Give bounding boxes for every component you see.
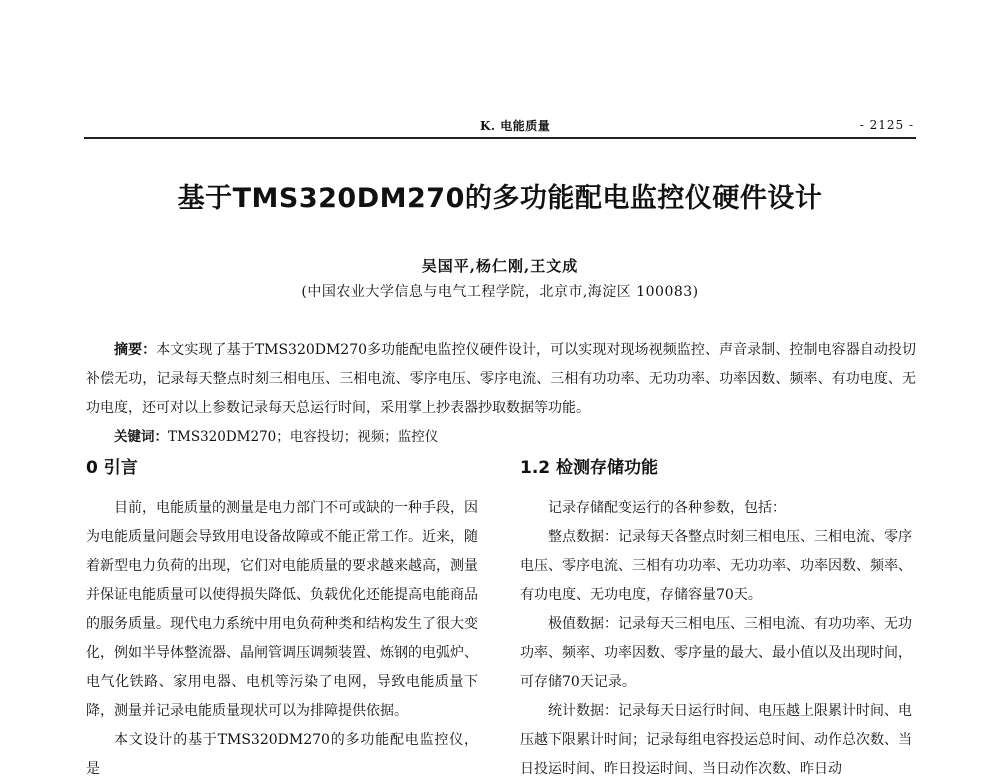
paragraph: 极值数据：记录每天三相电压、三相电流、有功功率、无功功率、频率、功率因数、零序量的最大、最小值以及出现时间，可存储70天记录。 [520, 616, 912, 690]
right-column [520, 454, 912, 784]
section-heading-storage: 1.2 检测存储功能 [520, 458, 659, 478]
paragraph: 整点数据：记录每天各整点时刻三相电压、三相电流、零序电压、零序电流、三相有功功率、无功功率、功率因数、频率、有功电度、无功电度，存储容量70天。 [520, 529, 912, 603]
keywords [114, 423, 914, 452]
paper-title: 基于TMS320DM270的多功能配电监控仪硬件设计 [177, 183, 823, 214]
page-number: - 2125 - [859, 118, 914, 132]
section-heading-introduction: 0 引言 [86, 458, 138, 478]
affiliation: (中国农业大学信息与电气工程学院，北京市,海淀区 100083) [301, 284, 699, 300]
authors: 吴国平,杨仁刚,王文成 [421, 257, 579, 275]
paragraph: 统计数据：记录每天日运行时间、电压越上限累计时间、电压越下限累计时间；记录每组电容投运总时间、动作总次数、当日投运时间、昨日投运时间、当日动作次数、昨日动 [520, 703, 912, 777]
abstract [86, 336, 916, 423]
left-column [86, 454, 478, 784]
header-rule [84, 137, 916, 139]
paragraph: 目前，电能质量的测量是电力部门不可或缺的一种手段，因为电能质量问题会导致用电设备故障或不能正常工作。近来，随着新型电力负荷的出现，它们对电能质量的要求越来越高，测量并保证电能质量可以使得损失降低、负载优化还能提高电能商品的服务质量。现代电力系统中用电负荷种类和结构发生了很大变化，例如半导体整流器、晶闸管调压调频装置、炼钢的电弧炉、电气化铁路、家用电器、电机等污染了电网，导致电能质量下降，测量并记录电能质量现状可以为排障提供依据。 [86, 500, 478, 719]
keywords-label: 关键词： [114, 429, 168, 445]
abstract-text: 本文实现了基于TMS320DM270多功能配电监控仪硬件设计，可以实现对现场视频监控、声音录制、控制电容器自动投切补偿无功，记录每天整点时刻三相电压、三相电流、零序电压、零序电流、三相有功功率、无功功率、功率因数、频率、有功电度、无功电度，还可对以上参数记录每天总运行时间，采用掌上抄表器抄取数据等功能。 [86, 342, 917, 416]
running-header-section: K. 电能质量 [480, 119, 551, 133]
keywords-text: TMS320DM270；电容投切；视频；监控仪 [168, 429, 439, 445]
paragraph: 记录存储配变运行的各种参数，包括： [548, 500, 786, 516]
paragraph: 本文设计的基于TMS320DM270的多功能配电监控仪，是 [86, 732, 478, 777]
abstract-label: 摘要： [114, 342, 157, 358]
